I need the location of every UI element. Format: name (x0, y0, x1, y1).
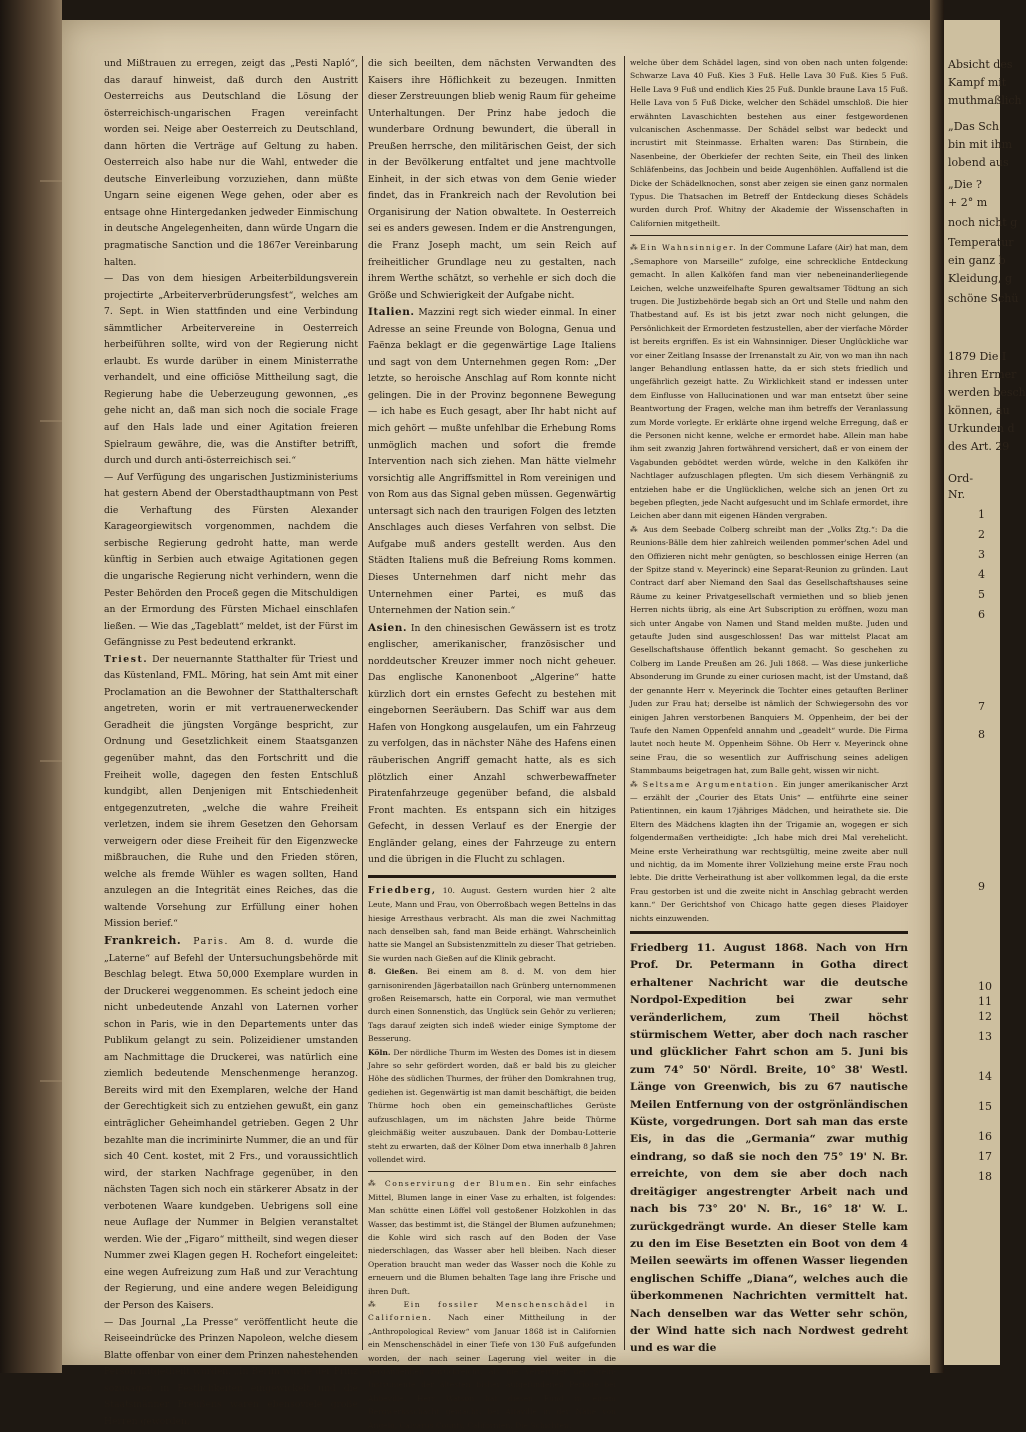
adjacent-page-text: Urkunden d (948, 422, 1015, 435)
adjacent-page-text: 10 (978, 980, 992, 993)
section-heading-france: Frankreich. (104, 933, 182, 947)
article-column-1 (104, 56, 358, 1427)
adjacent-page-text: 14 (978, 1070, 992, 1083)
adjacent-page-text: können, au (948, 404, 1010, 417)
paragraph-text: 10. August. Gestern wurden hier 2 alte Leute, Mann und Frau, von Oberroßbach wegen Bettelns in das hiesige Arresthaus verbracht. Als man die zwei Nachmittag nach denselben sah, fand man Beide erhängt. Wahrscheinlich hatte sie Mangel an Subsistenzmitteln zu dieser That getrieben. Sie wurden nach Gießen auf die Klinik gebracht. (368, 885, 616, 963)
paragraph-text: Bei einem am 8. d. M. von dem hier garnisonirenden Jägerbataillon nach Grünberg unternommenen großen Reisemarsch, hatte ein Corporal, wie man vermuthet durch einen Sonnenstich, das Unglück sein Gehör zu verlieren; Tags darauf zeigten sich indeß wieder einige Symptome der Besserung. (368, 967, 616, 1044)
adjacent-page-text: 15 (978, 1100, 992, 1113)
article-paragraph: ⁂ Aus dem Seebade Colberg schreibt man der „Volks Ztg.“: Da die Reunions-Bälle dem hier zahlreich weilenden pommer'schen Adel und den Offizieren nicht mehr genügten, so beschlossen einige Herren (an der Spitze stand v. Meyerinck) eine Separat-Reunion zu gründen. Laut Contract darf aber Niemand den Saal das Gesellschaftshauses seine Räume zu keiner Privatgesellschaft vermiethen und so blieb jenen Herren nichts übrig, als eine Art Subscription zu eröffnen, wozu man sich unter Angabe von Namen und Stand melden mußte. Juden und getaufte Juden sind ausgeschlossen! Das war mittelst Placat am Gesellschaftshause öffentlich bekannt gemacht. So geschehen zu Colberg im Lande Preußen am 26. Juli 1868. — Was diese junkerliche Absonderung im Grunde zu einer curiosen macht, ist der Umstand, daß der genannte Herr v. Meyerinck die Tochter eines getauften Berliner Juden zur Frau hat; derselbe ist nämlich der Schwiegersohn des vor einigen Jahren verstorbenen Banquiers M. Oppenheim, der bei der Taufe den Namen Oppenfeld annahm und „geadelt“ wurde. Die Firma lautet noch heute M. Oppenheim Söhne. Ob Herr v. Meyerinck ohne seine Frau, die so wesentlich zur Auffrischung seines adeligen Stammbaums beigetragen hat, zum Balle geht, wissen wir nicht. (630, 524, 908, 776)
adjacent-page-text: Ord- (948, 472, 974, 485)
adjacent-page-text: 16 (978, 1130, 992, 1143)
adjacent-page-text: 11 (978, 995, 992, 1008)
adjacent-page-text: 2 (978, 528, 985, 541)
article-paragraph: ⁂ Seltsame Argumentation. Ein junger amerikanischer Arzt — erzählt der „Courier des Etats Unis“ — entführte eine seiner Patientinnen, ein kaum 17jähriges Mädchen, und heirathete sie. Die Eltern des Mädchens klagten ihn der Trigamie an, wogegen er sich folgendermaßen vertheidigte: „Ich habe mich drei Mal verehelicht. Meine erste Verheirathung war rechtsgültig, meine zweite aber null und nichtig, da im Momente ihrer Vollziehung meine erste Frau noch lebte. Die dritte Verheirathung ist aber vollkommen legal, da die erste Frau gestorben ist und die zweite nicht in Anschlag gebracht werden kann.“ Der Gerichtshof von Chicago hatte gegen dieses Plaidoyer nichts einzuwenden. (630, 779, 908, 923)
paragraph-text: Ein sehr einfaches Mittel, Blumen lange in einer Vase zu erhalten, ist folgendes: Man schütte einen Löffel voll gestoßener Holzkohlen in das Wasser, das bestimmt ist, die Stängel der Blumen aufzunehmen; die Kohle wird sich rasch auf den Boden der Vase niederschlagen, das Wasser aber hell bleiben. Nach dieser Operation braucht man weder das Wasser noch die Kohle zu erneuern und die Blumen behalten Tage lang ihre Frische und ihren Duft. (368, 1179, 616, 1296)
adjacent-page-text: 5 (978, 588, 985, 601)
article-paragraph: die sich beeilten, dem nächsten Verwandten des Kaisers ihre Höflichkeit zu bezeugen. Inmitten dieser Zerstreuungen blieb wenig Raum für geheime Unterhaltungen. Der Prinz habe jedoch die wunderbare Ordnung bewundert, die überall in Preußen herrsche, den militärischen Geist, der sich in der Bevölkerung entfaltet und jene machtvolle Einheit, in der sich etwas von dem Genie wieder findet, das in Frankreich nach der Revolution bei Organisirung der Nation obwaltete. In Oesterreich sei es anders gewesen. Indem er die Anstrengungen, die Franz Joseph macht, um sein Reich auf freiheitlicher Grundlage neu zu gestalten, nach ihrem Werthe schätzt, so verhehle er sich doch die Größe und Schwierigkeit der Aufgabe nicht. (368, 58, 616, 301)
adjacent-page-text: „Die ? (948, 178, 982, 191)
adjacent-page-text: Temperatur (948, 236, 1014, 249)
adjacent-page-text: Nr. (948, 488, 966, 501)
article-paragraph: welche über dem Schädel lagen, sind von oben nach unten folgende: Schwarze Lava 40 Fuß. Kies 3 Fuß. Helle Lava 30 Fuß. Kies 5 Fuß. Helle Lava 9 Fuß und endlich Kies 25 Fuß. Dunkle braune Lava 15 Fuß. Helle Lava von 5 Fuß Dicke, welcher den Schädel umschloß. Die hier erwähnten Lavaschichten bestehen aus einer festgewordenen vulcanischen Aschenmasse. Der Schädel selbst war bedeckt und incrustirt mit Steinmasse. Erhalten waren: Das Stirnbein, die Nasenbeine, der Oberkiefer der rechten Seite, ein Theil des linken Schläfenbeins, das Jochbein und beide Augenhöhlen. Auffallend ist die Dicke der Schädelknochen, sonst aber zeigen sie einen ganz normalen Typus. Die Thatsachen im Betreff der Entdeckung dieses Schädels wurden durch Prof. Whitny der Akademie der Wissenschaften in Californien mitgetheilt. (630, 58, 908, 228)
adjacent-page-text: 12 (978, 1010, 992, 1023)
adjacent-page-text: 6 (978, 608, 985, 621)
adjacent-page-text: + 2° m (948, 196, 988, 209)
item-heading: Ein Wahnsinniger. (640, 243, 738, 253)
item-heading: Aus dem Seebade Colberg (643, 524, 751, 534)
section-divider (630, 931, 908, 934)
adjacent-page-text: 17 (978, 1150, 992, 1163)
dateline: Paris. (181, 935, 230, 947)
article-paragraph: ⁂ Ein fossiler Menschenschädel in Californien. Nach einer Mittheilung in der „Anthropological Review“ vom Januar 1868 ist in Californien ein Menschenschädel in einer Tiefe von 130 Fuß aufgefunden worden, der nach seiner Lagerung viel weiter in die Vergangenheit zurückreicht, als die Verfertiger der Stein-Instrumente der ältesten bisher aufgefundenen Periode bei Abbeville. Herr Watson hat diesen Fund in einem Bergwerksschacht gemacht, bei Altaville in der Nähe von Angelo, Calvarus County, Californien. Die Schichten, (368, 1299, 616, 1430)
dateline: Triest. (104, 653, 149, 665)
local-news-block (368, 884, 616, 1432)
dateline: 8. Gießen. (368, 967, 418, 977)
adjacent-page-text: Kampf mit (948, 76, 1007, 89)
adjacent-page-text: 7 (978, 700, 985, 713)
adjacent-page-text: 1879 Die I (948, 350, 1007, 363)
adjacent-page-text: ein ganz b (948, 254, 1006, 267)
adjacent-page-text: 3 (978, 548, 985, 561)
section-divider (630, 235, 908, 236)
adjacent-page-text: Absicht des (948, 58, 1013, 71)
section-heading-italy: Italien. (368, 306, 415, 319)
paragraph-text: Der neuernannte Statthalter für Triest und das Küstenland, FML. Möring, hat sein Amt mit einer Proclamation an die Bewohner der Statthalterschaft angetreten, worin er mit vertrauenerweckender Geradheit die jüngsten Vorgänge bespricht, zur Ordnung und Gesetzlichkeit einem Staatsganzen gegenüber mahnt, das den Fortschritt und die Freiheit wolle, dagegen den festen Entschluß kundgibt, allen Denjenigen mit Entschiedenheit entgegenzutreten, „welche die wahre Freiheit verletzen, indem sie ihrem Gesetzen den Gehorsam verweigern oder diese Freiheit für den Eigenzwecke mißbrauchen, die Ruhe und den Frieden stören, welche als fremde Wühler es wagen sollten, Hand anzulegen an die Integrität eines Reiches, das die waltende Vorsehung zur Erfüllung einer hohen Mission berief.“ (104, 653, 358, 930)
paragraph-text: In der Commune Lafare (Air) hat man, dem „Semaphore von Marseille“ zufolge, eine schreckliche Entdeckung gemacht. In allen Kalköfen fand man vier nebeneinanderliegende Leichen, welche unzweifelhafte Spuren gewaltsamer Tödtung an sich trugen. Die Justizbehörde begab sich an Ort und Stelle und nahm den Thatbestand auf. Es ist bis jetzt zwar noch nicht gelungen, die Persönlichkeit der Ermordeten festzustellen, aber der vierfache Mörder ist bereits ergriffen. Es ist ein Wahnsinniger. Dieser Unglückliche war vor einer Zeitlang Insasse der Irrenanstalt zu Air, von wo man ihn nach langer Behandlung entlassen hatte, da er sich stets friedlich und ungefährlich gezeigt hatte. Zu Wirklichkeit stand er indessen unter dem Einflusse von Hallucinationen und war man entsetzt über seine Beantwortung der Fragen, welche man ihm betreffs der Veranlassung zum Morde vorlegte. Er erklärte ohne irgend welche Erregung, daß er die Personen nicht kenne, welche er ermordet habe. Allein man habe ihm seit zwanzig Jahren fortwährend versichert, daß er von einem der Vagabunden gebödtet werden würde, welche in den Kalköfen ihr Nachtlager aufzuschlagen pflegten. Um sich diesem Verhängniß zu entziehen habe er die Unglücklichen, welche sich an jenen Ort zu begeben pflegten, jede Nacht aufgesucht und im Schlafe ermordet, ihre Leichen aber dann mit eigenen Händen vergraben. (630, 243, 908, 521)
article-paragraph: — Das von dem hiesigen Arbeiterbildungsverein projectirte „Arbeiterverbrüderungsfest“, welches am 7. Sept. in Wien stattfinden und eine Verbindung sämmtlicher Arbeitervereine in Oesterreich herbeiführen sollte, wird von der Regierung nicht erlaubt. Es wurde darüber in einem Ministerrathe verhandelt, und eine officiöse Mittheilung sagt, die Regierung habe die Ueberzeugung gewonnen, „es gehe nicht an, daß man sich noch die sociale Frage auf den Hals lade und einer Agitation freieren Spielraum gewähre, die, was die Anstifter betrifft, durch und durch anti-österreichisch sei.“ (104, 273, 358, 467)
adjacent-page-text: „Das Sch (948, 120, 999, 133)
article-paragraph: ⁂ Conservirung der Blumen. Ein sehr einfaches Mittel, Blumen lange in einer Vase zu erhalten, ist folgendes: Man schütte einen Löffel voll gestoßener Holzkohlen in das Wasser, das bestimmt ist, die Stängel der Blumen aufzunehmen; die Kohle wird sich rasch auf den Boden der Vase niederschlagen, das Wasser aber hell bleiben. Nach dieser Operation braucht man weder das Wasser noch die Kohle zu erneuern und die Blumen behalten Tage lang ihre Frische und ihren Duft. (368, 1179, 616, 1296)
article-paragraph (368, 304, 616, 619)
article-paragraph (368, 620, 616, 869)
article-paragraph: und Mißtrauen zu erregen, zeigt das „Pesti Napló“, das darauf hinweist, daß durch den Austritt Oesterreichs aus Deutschland die Lösung der österreichisch-ungarischen Fragen vereinfacht worden sei. Neige aber Oesterreich zu Deutschland, dann hörten die Verträge auf Geltung zu haben. Oesterreich also habe nur die Wahl, entweder die deutsche Einverleibung vorzuziehen, dann müßte Ungarn seine eigenen Wege gehen, oder aber es entsage ohne Hintergedanken jedweder Einmischung in deutsche Angelegenheiten, dann würde Ungarn die pragmatische Sanction und die 1867er Vereinbarung halten. (104, 58, 358, 268)
item-heading: Conservirung der Blumen. (384, 1179, 533, 1189)
adjacent-page-text: 4 (978, 568, 985, 581)
adjacent-page-text: des Art. 29 (948, 440, 1010, 453)
polar-expedition-report: Friedberg 11. August 1868. Nach von Hrn Prof. Dr. Petermann in Gotha direct erhaltener Nachricht war die deutsche Nordpol-Expedition bei zwar sehr veränderlichem, zum Theil höchst stürmischem Wetter, aber doch nach rascher und glücklicher Fahrt schon am 5. Juni bis zum 74° 50' Nördl. Breite, 10° 38' Westl. Länge von Greenwich, bis zu 67 nautische Meilen Entfernung von der ostgrönländischen Küste, vorgedrungen. Dort sah man das erste Eis, in das die „Germania“ zwar muthig eindrang, so daß sie noch den 75° 19' N. Br. erreichte, von dem sie aber doch nach dreitägiger angestrengter Arbeit nach und nach bis 73° 20' N. Br., 16° 18' W. L. zurückgedrängt wurde. An dieser Stelle kam zu den im Eise Besetzten ein Boot von dem 4 Meilen seewärts im offenen Wasser liegenden englischen Schiffe „Diana“, welches auch die überkommenen Nachrichten vermittelt hat. Nach denselben war das Wetter sehr schön, der Wind hatte sich nach Nordwest gedreht und es war die (630, 942, 908, 1355)
adjacent-page-text: Kleidung, g (948, 272, 1013, 285)
section-heading-asia: Asien. (368, 621, 408, 634)
paragraph-text: schreibt man der „Volks Ztg.“: Da die Reunions-Bälle dem hier zahlreich weilenden pommer'schen Adel und den Offizieren nicht mehr genügten, so beschlossen einige Herren (an der Spitze stand v. Meyerinck) eine Separat-Reunion zu gründen. Laut Contract darf aber Niemand den Saal das Gesellschaftshauses seine Räume zu keiner Privatgesellschaft vermiethen und so blieb jenen Herren nichts übrig, als eine Art Subscription zu eröffnen, wozu man sich unter Angabe von Namen und Stand melden mußte. Juden und getaufte Juden sind ausgeschlossen! Das war mittelst Placat am Gesellschaftshause öffentlich bekannt gemacht. So geschehen zu Colberg im Lande Preußen am 26. Juli 1868. — Was diese junkerliche Absonderung im Grunde zu einer curiosen macht, ist der Umstand, daß der genannte Herr v. Meyerinck die Tochter eines getauften Berliner Juden zur Frau hat; derselbe ist nämlich der Schwiegersohn des vor einigen Jahren verstorbenen Banquiers M. Oppenheim, der bei der Taufe den Namen Oppenfeld annahm und „geadelt“ wurde. Die Firma lautet noch heute M. Oppenheim Söhne. Ob Herr v. Meyerinck ohne seine Frau, die so wesentlich zur Auffrischung seines adeligen Stammbaums beigetragen hat, zum Balle geht, wissen wir nicht. (630, 524, 908, 776)
article-paragraph: — Das Journal „La Presse“ veröffentlicht heute die Reiseeindrücke des Prinzen Napoleon, welche diesem Blatte offenbar von einer dem Prinzen nahestehenden Person mitgetheilt wurden. „In Berlin wurde der Prinz sozusagen in Festlichkeiten eingewickelt und die Staatsmänner Preußens waren ebensoviele große Herren geworden, (104, 1316, 358, 1427)
adjacent-page-text: lobend aus (948, 156, 1009, 169)
paragraph-text: Der nördliche Thurm im Westen des Domes ist in diesem Jahre so sehr gefördert worden, daß er bald bis zu gleicher Höhe des südlichen Thurmes, der früher den Domkrahnen trug, gediehen ist. Gegenwärtig ist man damit beschäftigt, die beiden Thürme hoch oben ein gemeinschaftliches Gerüste aufzuschlagen, um im nächsten Jahre beide Thürme gleichmäßig weiter auszubauen. Dank der Dombau-Lotterie steht zu erwarten, daß der Kölner Dom etwa innerhalb 8 Jahren vollendet wird. (368, 1047, 616, 1164)
book-gutter (930, 0, 944, 1373)
page-edge-line (40, 420, 62, 422)
article-paragraph (104, 652, 358, 933)
adjacent-page-text: bin mit ihm (948, 138, 1013, 151)
adjacent-page-text: 13 (978, 1030, 992, 1043)
article-paragraph: ⁂ Ein Wahnsinniger. In der Commune Lafare (Air) hat man, dem „Semaphore von Marseille“ zufolge, eine schreckliche Entdeckung gemacht. In allen Kalköfen fand man vier nebeneinanderliegende Leichen, welche unzweifelhafte Spuren gewaltsamer Tödtung an sich trugen. Die Justizbehörde begab sich an Ort und Stelle und nahm den Thatbestand auf. Es ist bis jetzt zwar noch nicht gelungen, die Persönlichkeit der Ermordeten festzustellen, aber der vierfache Mörder ist bereits ergriffen. Es ist ein Wahnsinniger. Dieser Unglückliche war vor einer Zeitlang Insasse der Irrenanstalt zu Air, von wo man ihn nach langer Behandlung entlassen hatte, da er sich stets friedlich und ungefährlich gezeigt hatte. Zu Wirklichkeit stand er indessen unter dem Einflusse von Hallucinationen und war man entsetzt über seine Beantwortung der Fragen, welche man ihm betreffs der Veranlassung zum Morde vorlegte. Er erklärte ohne irgend welche Erregung, daß er die Personen nicht kenne, welche er ermordet habe. Allein man habe ihm seit zwanzig Jahren fortwährend versichert, daß er von einem der Vagabunden gebödtet werden würde, welche in den Kalköfen ihr Nachtlager aufzuschlagen pflegten. Um sich diesem Verhängniß zu entziehen habe er die Unglücklichen, welche sich an jenen Ort zu begeben pflegten, jede Nacht aufgesucht und im Schlafe ermordet, ihre Leichen aber dann mit eigenen Händen vergraben. (630, 243, 908, 521)
page-edge-line (40, 760, 62, 762)
adjacent-page-text: 1 (978, 508, 985, 521)
section-divider (368, 875, 616, 878)
adjacent-page-text: muthmaßlich (948, 94, 1022, 107)
article-paragraph (104, 933, 358, 1315)
item-heading: Seltsame Argumentation. (642, 779, 779, 789)
column-divider (624, 56, 625, 1350)
paragraph-text: Nach einer Mittheilung in der „Anthropological Review“ vom Januar 1868 ist in Californien ein Menschenschädel in einer Tiefe von 130 Fuß aufgefunden worden, der nach seiner Lagerung viel weiter in die Vergangenheit zurückreicht, als die Verfertiger der Stein-Instrumente der ältesten bisher aufgefundenen Periode bei Abbeville. Herr Watson hat diesen Fund in einem Bergwerksschacht gemacht, bei Altaville in der Nähe von Angelo, Calvarus County, Californien. Die Schichten, (368, 1313, 616, 1430)
adjacent-page-text: schöne Schü (948, 292, 1019, 305)
column-divider (362, 56, 363, 1350)
adjacent-page-text: noch nicht g (948, 216, 1018, 229)
adjacent-page-fragment (944, 20, 1026, 1365)
page-edge-line (40, 180, 62, 182)
article-paragraph: — Auf Verfügung des ungarischen Justizministeriums hat gestern Abend der Oberstadthauptmann von Pest die Verhaftung des Fürsten Alexander Karageorgiewitsch vorgenommen, nachdem die serbische Regierung gedroht hatte, man werde künftig in Serbien auch etwaige Agitationen gegen die ungarische Regierung nicht verhindern, wenn die Pester Behörden den Proceß gegen die Mitschuldigen an der Ermordung des Fürsten Michael einschlafen ließen. — Wie das „Tageblatt“ meldet, ist der Fürst im Gefängnisse zu Pest bedeutend erkrankt. (104, 471, 358, 649)
paragraph-text: In den chinesischen Gewässern ist es trotz englischer, amerikanischer, französischer und norddeutscher Kreuzer immer noch nicht geheuer. Das englische Kanonenboot „Algerine“ hatte kürzlich dort ein ernstes Gefecht zu bestehen mit eingebornen Seeräubern. Das Schiff war aus dem Hafen von Hongkong ausgelaufen, um ein Fahrzeug zu verfolgen, das in nächster Nähe des Hafens einen räuberischen Angriff gemacht hatte, als es sich plötzlich einer Anzahl schwerbewaffneter Piratenfahrzeuge gegenüber befand, die alsbald Front machten. Es entspann sich ein hitziges Gefecht, in dessen Verlauf es der Energie der Engländer gelang, eines der Fahrzeuge zu entern und die übrigen in die Flucht zu schlagen. (368, 622, 616, 866)
paragraph-text: Mazzini regt sich wieder einmal. In einer Adresse an seine Freunde von Bologna, Genua und Faënza beklagt er die gegenwärtige Lage Italiens und sagt von dem Unternehmen gegen Rom: „Der letzte, so heroische Anschlag auf Rom konnte nicht gelingen. Die in der Provinz begonnene Bewegung — ich habe es Euch gesagt, aber Ihr habt nicht auf mich gehört — mußte unfehlbar die Erhebung Roms unmöglich machen und sofort die fremde Intervention nach sich ziehen. Man hätte vielmehr vorsichtig alle Angriffsmittel in Rom vereinigen und von Rom aus das Signal geben müssen. Gegenwärtig untersagt sich nach den traurigen Folgen des letzten Anschlages auch dieses Verfahren von selbst. Die Aufgabe muß anders gestellt werden. Aus den Städten Italiens muß die Befreiung Roms kommen. Dieses Unternehmen darf nicht mehr das Unternehmen einer Partei, es muß das Unternehmen der Nation sein.“ (368, 307, 616, 617)
article-paragraph (368, 884, 616, 965)
paragraph-text: Am 8. d. wurde die „Laterne“ auf Befehl der Untersuchungsbehörde mit Beschlag belegt. Etwa 50,000 Exemplare wurden in der Druckerei weggenommen. Es scheint jedoch eine nicht unbedeutende Anzahl von Laternen vorher schon in Paris, wie in den Departements unter das Publikum gelangt zu sein. Polizeidiener umstanden am Nachmittage die Druckerei, was natürlich eine ziemlich bedeutende Menschenmenge heranzog. Bereits wird mit den Exemplaren, welche der Hand der Gerechtigkeit sich zu entziehen gewußt, ein ganz einträglicher Geheimhandel getrieben. Gegen 2 Uhr bezahlte man die incriminirte Nummer, die an und für sich 40 Cent. kostet, mit 2 Frs., und voraussichtlich wird, der starken Nachfrage gegenüber, in den nächsten Tagen sich noch ein stärkerer Absatz in der verbotenen Waare kundgeben. Uebrigens soll eine neue Auflage der Nummer in Belgien veranstaltet werden. Wie der „Figaro“ mittheilt, sind wegen dieser Nummer zwei Klagen gegen H. Rochefort eingeleitet: eine wegen Aufreizung zum Haß und zur Verachtung der Regierung, und eine andere wegen Beleidigung der Person des Kaisers. (104, 935, 358, 1312)
adjacent-page-text: ihren Ermer (948, 368, 1017, 381)
article-paragraph (368, 1046, 616, 1167)
adjacent-page-text: werden besch (948, 386, 1026, 399)
adjacent-page-text: 18 (978, 1170, 992, 1183)
dateline: Köln. (368, 1047, 391, 1057)
article-column-3 (630, 56, 908, 1356)
page-edge-line (40, 1080, 62, 1082)
section-divider (368, 1171, 616, 1172)
dateline: Friedberg, (368, 885, 437, 896)
paragraph-text: Ein junger amerikanischer Arzt — erzählt der „Courier des Etats Unis“ — entführte eine seiner Patientinnen, ein kaum 17jähriges Mädchen, und heirathete sie. Die Eltern des Mädchens klagten ihn der Trigamie an, wogegen er sich folgendermaßen vertheidigte: „Ich habe mich drei Mal verehelicht. Meine erste Verheirathung war rechtsgültig, meine zweite aber null und nichtig, da im Momente ihrer Vollziehung meine erste Frau noch lebte. Die dritte Verheirathung ist aber vollkommen legal, da die erste Frau gestorben ist und die zweite nicht in Anschlag gebracht werden kann.“ Der Gerichtshof von Chicago hatte gegen dieses Plaidoyer nichts einzuwenden. (630, 779, 908, 923)
article-column-2 (368, 56, 616, 1430)
book-left-edge (0, 0, 62, 1373)
item-heading: Ein fossiler Menschenschädel in Californien. (368, 1299, 616, 1323)
adjacent-page-text: 8 (978, 728, 985, 741)
miscellany-block (630, 56, 908, 925)
adjacent-page-text: 9 (978, 880, 985, 893)
article-paragraph (368, 965, 616, 1045)
